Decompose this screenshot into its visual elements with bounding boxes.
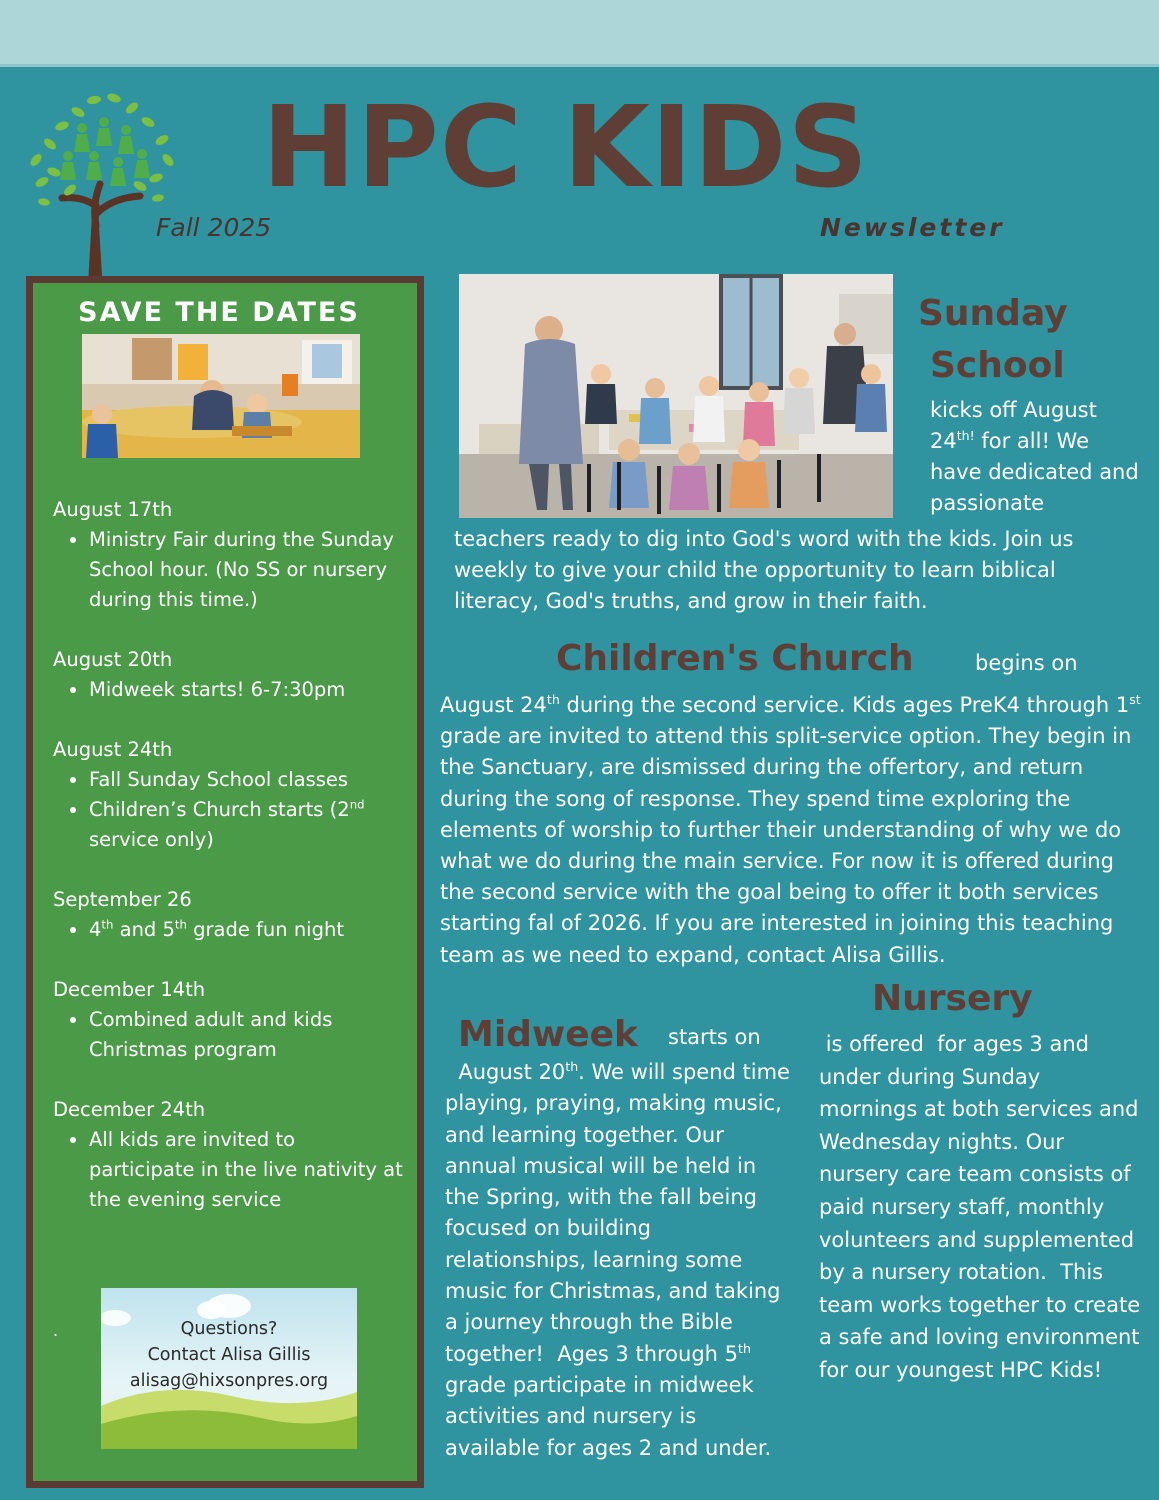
body-text: during the second service. Kids ages PreK4 through 1: [559, 693, 1130, 717]
ordinal-suffix: th: [546, 692, 560, 707]
stray-dot: .: [53, 1321, 59, 1340]
sunday-school-heading: [918, 288, 1068, 392]
event-block: [53, 735, 403, 855]
ordinal-suffix: th: [101, 917, 114, 932]
events-list: [53, 495, 403, 1245]
event-block: [53, 645, 403, 705]
ordinal-suffix: nd: [349, 797, 365, 812]
event-text: and 5: [113, 918, 175, 941]
midweek-text: [445, 1057, 795, 1464]
contact-card: [101, 1288, 357, 1449]
family-tree-icon: [22, 86, 182, 276]
top-band-border: [0, 64, 1159, 67]
body-text: for all! We have dedicated and passionate: [930, 429, 1139, 515]
event-item: • Fall Sunday School classes: [89, 765, 403, 795]
event-text: 4: [89, 918, 102, 941]
sunday-school-text: teachers ready to dig into God's word with the kids. Join us weekly to give your child the opportunity to learn biblical literacy, God's truths, and grow in their faith.: [454, 527, 1074, 613]
childrens-church-text: [440, 690, 1150, 971]
event-block: [53, 495, 403, 615]
event-item: [89, 915, 403, 945]
body-text: . We will spend time playing, praying, making music, and learning together. Our annual musical will be held in the Spring, with the fall being focused on building relationships, learning some music for Christmas, and taking a journey through the Bible together! Ages 3 through 5: [445, 1060, 797, 1366]
body-text: kicks off August 24: [930, 398, 1097, 453]
nursery-text: is offered for ages 3 and under during Sunday mornings at both services and Wednesday nights. Our nursery care team consists of paid nursery staff, monthly volunteers and supplemented by a nursery rotation. This team works together to create a safe and loving environment for our youngest HPC Kids!: [819, 1032, 1147, 1382]
ordinal-suffix: th: [565, 1059, 579, 1074]
nursery-heading: Nursery: [872, 978, 1033, 1019]
event-item: • All kids are invited to participate in the live nativity at the evening service: [89, 1125, 403, 1215]
season-label: Fall 2025: [156, 213, 272, 242]
top-band: [0, 0, 1159, 64]
save-the-dates-panel: [26, 276, 424, 1488]
contact-email[interactable]: alisag@hixsonpres.org: [129, 1371, 329, 1391]
event-item: • Midweek starts! 6-7:30pm: [89, 675, 403, 705]
page-title: HPC KIDS: [262, 83, 870, 213]
contact-name: Contact Alisa Gillis: [147, 1345, 311, 1365]
contact-question: Questions?: [180, 1319, 278, 1339]
body-text: grade are invited to attend this split-service option. They begin in the Sanctuary, are dismissed during the offertory, and return during the song of response. They spend time exploring the elements of worship to further their understanding of why we do what we do during the main service. For now it is offered during the second service with the goal being to offer it both services starting fal of 2026. If you are interested in joining this teaching team as we need to expand, contact Alisa Gillis.: [440, 724, 1132, 967]
sunday-school-photo: [459, 274, 893, 518]
event-item: • Combined adult and kids Christmas program: [89, 1005, 403, 1065]
event-date: August 24th: [53, 738, 173, 761]
ordinal-suffix: th: [738, 1340, 751, 1356]
event-date: December 24th: [53, 1098, 206, 1121]
ordinal-suffix: th: [174, 917, 187, 932]
classroom-photo-small: [82, 334, 360, 458]
ordinal-suffix: th!: [956, 428, 975, 443]
event-date: December 14th: [53, 978, 206, 1001]
heading-line: School: [930, 345, 1065, 386]
event-text: service only): [89, 828, 214, 851]
event-item: [89, 795, 403, 855]
save-the-dates-title: SAVE THE DATES: [78, 297, 360, 328]
event-block: [53, 975, 403, 1065]
event-date: August 17th: [53, 498, 173, 521]
midweek-heading: Midweek: [458, 1014, 638, 1055]
childrens-church-lead: begins on: [975, 651, 1078, 675]
event-block: [53, 1095, 403, 1215]
body-text: August 24: [440, 693, 547, 717]
midweek-lead: starts on: [668, 1025, 761, 1049]
sunday-school-text-right: [930, 395, 1145, 519]
contact-text: [101, 1316, 357, 1394]
childrens-church-heading: Children's Church: [556, 638, 914, 679]
ordinal-suffix: st: [1129, 692, 1141, 707]
event-text: Children’s Church starts (2: [89, 798, 350, 821]
body-text: grade participate in midweek activities and nursery is available for ages 2 and under.: [445, 1341, 772, 1460]
body-text: August 20: [445, 1060, 566, 1084]
heading-line: Sunday: [918, 293, 1068, 334]
newsletter-label: Newsletter: [820, 213, 1005, 242]
event-text: grade fun night: [186, 918, 344, 941]
event-date: August 20th: [53, 648, 173, 671]
event-block: [53, 885, 403, 945]
event-item: • Ministry Fair during the Sunday School hour. (No SS or nursery during this time.): [89, 525, 403, 615]
event-date: September 26: [53, 888, 192, 911]
